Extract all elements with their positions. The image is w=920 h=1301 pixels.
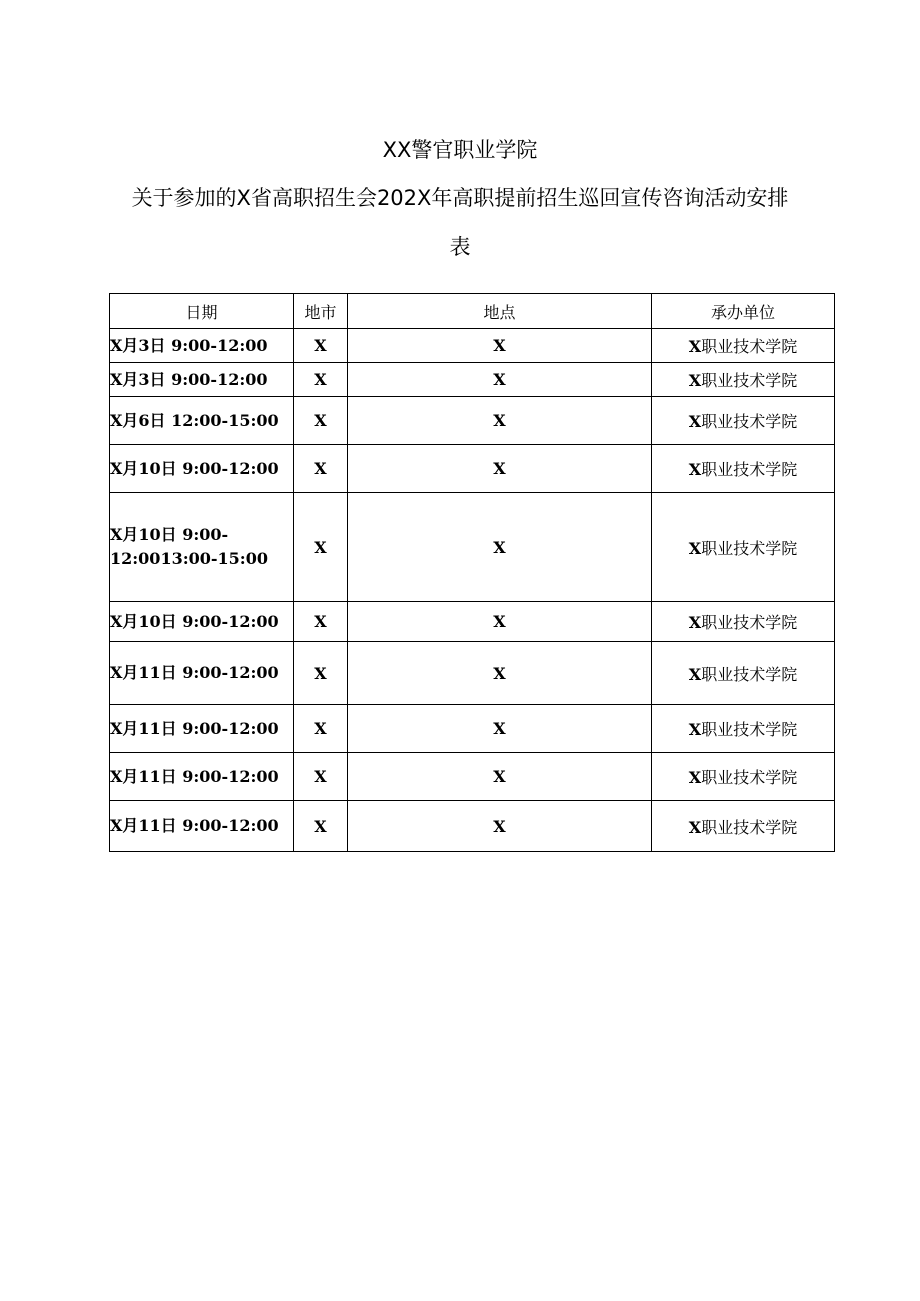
cell-city: X [294,642,348,705]
cell-place: X [348,801,652,852]
document-title-line-3: 表 [449,235,471,259]
organizer-prefix: X [688,412,702,431]
cell-city: X [294,801,348,852]
table-row [110,493,835,602]
cell-date: X月11日 9:00-12:00 [110,642,294,705]
organizer-name: 职业技术学院 [701,768,798,787]
cell-organizer [652,329,835,363]
cell-date: X月11日 9:00-12:00 [110,705,294,753]
organizer-name: 职业技术学院 [701,371,798,390]
cell-place: X [348,705,652,753]
organizer-prefix: X [688,337,702,356]
cell-place: X [348,397,652,445]
table-row [110,445,835,493]
cell-city: X [294,329,348,363]
organizer-name: 职业技术学院 [701,664,798,684]
cell-city: X [294,363,348,397]
cell-city: X [294,753,348,801]
cell-organizer [652,363,835,397]
table-row [110,363,835,397]
cell-date: X月3日 9:00-12:00 [110,329,294,363]
cell-city: X [294,602,348,642]
table-row [110,801,835,852]
cell-place: X [348,329,652,363]
organizer-name: 职业技术学院 [701,817,798,837]
table-row [110,602,835,642]
organizer-prefix: X [688,371,702,390]
organizer-name: 职业技术学院 [701,538,798,558]
organizer-name: 职业技术学院 [701,412,798,431]
cell-organizer [652,493,835,602]
organizer-prefix: X [688,460,702,479]
cell-date: X月11日 9:00-12:00 [110,801,294,852]
document-title-line-2: 关于参加的X省高职招生会202X年高职提前招生巡回宣传咨询活动安排 [131,186,789,210]
cell-place: X [348,753,652,801]
column-header-city: 地市 [294,294,348,329]
cell-organizer [652,445,835,493]
cell-date: X月3日 9:00-12:00 [110,363,294,397]
cell-city: X [294,397,348,445]
column-header-organizer: 承办单位 [652,294,835,329]
cell-date: X月6日 12:00-15:00 [110,397,294,445]
organizer-name: 职业技术学院 [701,460,798,479]
cell-date: X月10日 9:00-12:0013:00-15:00 [110,493,294,602]
cell-organizer [652,753,835,801]
table-row [110,705,835,753]
schedule-table [109,293,835,852]
cell-date: X月11日 9:00-12:00 [110,753,294,801]
organizer-prefix: X [688,720,702,739]
cell-city: X [294,705,348,753]
organizer-name: 职业技术学院 [701,337,798,356]
cell-organizer [652,801,835,852]
cell-city: X [294,493,348,602]
schedule-table-body [110,329,835,852]
organizer-prefix: X [688,613,702,632]
cell-place: X [348,363,652,397]
organizer-name: 职业技术学院 [701,613,798,632]
cell-place: X [348,642,652,705]
table-row [110,397,835,445]
cell-organizer [652,602,835,642]
cell-place: X [348,445,652,493]
organizer-prefix: X [688,768,702,787]
cell-city: X [294,445,348,493]
organizer-name: 职业技术学院 [701,720,798,739]
cell-date: X月10日 9:00-12:00 [110,445,294,493]
document-title-line-1: XX警官职业学院 [382,138,538,162]
organizer-prefix: X [688,664,702,684]
column-header-place: 地点 [348,294,652,329]
cell-place: X [348,602,652,642]
column-header-date: 日期 [110,294,294,329]
table-row [110,642,835,705]
table-row [110,753,835,801]
cell-organizer [652,705,835,753]
cell-organizer [652,397,835,445]
organizer-prefix: X [688,538,702,558]
cell-date: X月10日 9:00-12:00 [110,602,294,642]
table-header-row [110,294,835,329]
cell-place: X [348,493,652,602]
cell-organizer [652,642,835,705]
table-row [110,329,835,363]
organizer-prefix: X [688,817,702,837]
